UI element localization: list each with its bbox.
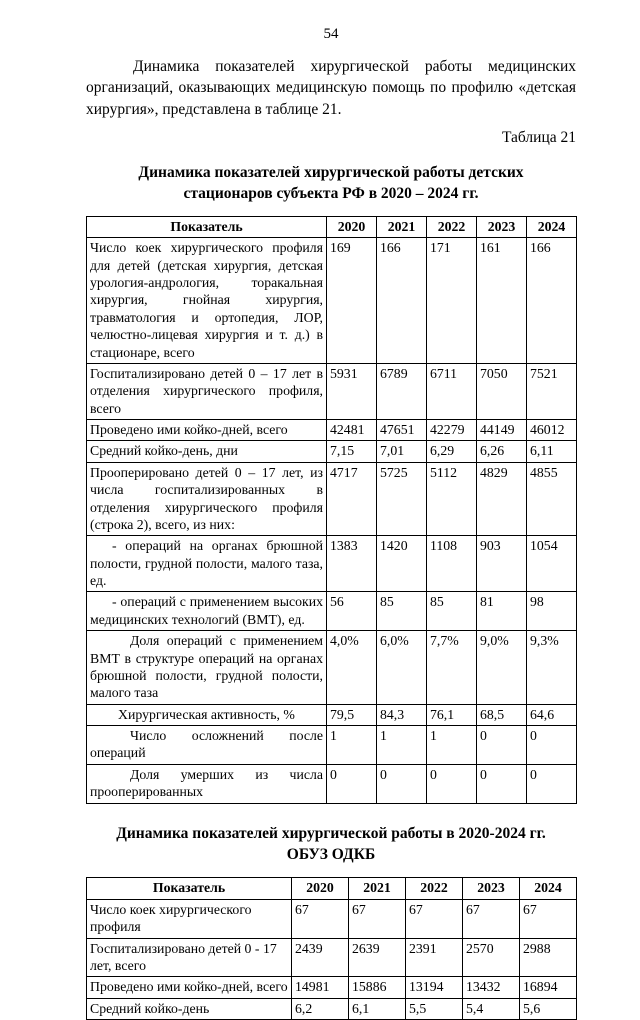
column-header-indicator: Показатель bbox=[87, 878, 292, 899]
intro-paragraph: Динамика показателей хирургической работы медицинских организаций, оказывающих медицинскую помощь по профилю «детская хирургия», представлена в таблице 21. bbox=[86, 58, 576, 118]
cell-value: 5931 bbox=[327, 363, 377, 419]
cell-value: 166 bbox=[377, 238, 427, 364]
table-row bbox=[87, 726, 577, 765]
cell-value: 6711 bbox=[427, 363, 477, 419]
cell-value: 2639 bbox=[349, 938, 406, 977]
column-header-year: 2022 bbox=[427, 216, 477, 237]
row-label: Хирургическая активность, % bbox=[87, 704, 327, 725]
table-row bbox=[87, 363, 577, 419]
table2-title-line2: ОБУЗ ОДКБ bbox=[286, 845, 376, 863]
column-header-year: 2022 bbox=[406, 878, 463, 899]
cell-value: 4855 bbox=[527, 462, 577, 536]
table-row bbox=[87, 704, 577, 725]
cell-value: 5,5 bbox=[406, 998, 463, 1019]
table-row bbox=[87, 977, 577, 998]
cell-value: 7521 bbox=[527, 363, 577, 419]
row-label: Доля умерших из числа прооперированных bbox=[87, 764, 327, 803]
row-label: - операций с применением высоких медицинских технологий (ВМТ), ед. bbox=[87, 592, 327, 631]
cell-value: 7,01 bbox=[377, 441, 427, 462]
column-header-year: 2024 bbox=[520, 878, 577, 899]
cell-value: 2439 bbox=[292, 938, 349, 977]
cell-value: 7050 bbox=[477, 363, 527, 419]
cell-value: 1 bbox=[377, 726, 427, 765]
column-header-year: 2021 bbox=[349, 878, 406, 899]
table-obuz-odkb bbox=[86, 877, 577, 1020]
cell-value: 46012 bbox=[527, 420, 577, 441]
cell-value: 16894 bbox=[520, 977, 577, 998]
cell-value: 7,15 bbox=[327, 441, 377, 462]
cell-value: 0 bbox=[477, 764, 527, 803]
cell-value: 0 bbox=[327, 764, 377, 803]
cell-value: 98 bbox=[527, 592, 577, 631]
row-label: Проведено ими койко-дней, всего bbox=[87, 977, 292, 998]
cell-value: 67 bbox=[292, 899, 349, 938]
column-header-indicator: Показатель bbox=[87, 216, 327, 237]
cell-value: 0 bbox=[377, 764, 427, 803]
table-row bbox=[87, 441, 577, 462]
row-label: Средний койко-день, дни bbox=[87, 441, 327, 462]
table-row bbox=[87, 592, 577, 631]
cell-value: 84,3 bbox=[377, 704, 427, 725]
cell-value: 5,4 bbox=[463, 998, 520, 1019]
table-row bbox=[87, 938, 577, 977]
cell-value: 1054 bbox=[527, 536, 577, 592]
column-header-year: 2024 bbox=[527, 216, 577, 237]
table1-title: Динамика показателей хирургической работы детских стационаров субъекта РФ в 2020 – 2024 гг. bbox=[138, 164, 524, 203]
column-header-year: 2020 bbox=[327, 216, 377, 237]
cell-value: 85 bbox=[377, 592, 427, 631]
cell-value: 1383 bbox=[327, 536, 377, 592]
cell-value: 6,26 bbox=[477, 441, 527, 462]
cell-value: 6,29 bbox=[427, 441, 477, 462]
table-row bbox=[87, 631, 577, 705]
cell-value: 85 bbox=[427, 592, 477, 631]
row-label: Доля операций с применением ВМТ в структуре операций на органах брюшной полости, грудной полости, малого таза bbox=[87, 631, 327, 705]
cell-value: 1108 bbox=[427, 536, 477, 592]
column-header-year: 2020 bbox=[292, 878, 349, 899]
row-label: - операций на органах брюшной полости, грудной полости, малого таза, ед. bbox=[87, 536, 327, 592]
table-row bbox=[87, 462, 577, 536]
table-row bbox=[87, 536, 577, 592]
cell-value: 68,5 bbox=[477, 704, 527, 725]
cell-value: 4829 bbox=[477, 462, 527, 536]
table-row bbox=[87, 998, 577, 1019]
cell-value: 2391 bbox=[406, 938, 463, 977]
cell-value: 5,6 bbox=[520, 998, 577, 1019]
cell-value: 6,1 bbox=[349, 998, 406, 1019]
cell-value: 0 bbox=[477, 726, 527, 765]
cell-value: 7,7% bbox=[427, 631, 477, 705]
cell-value: 81 bbox=[477, 592, 527, 631]
cell-value: 67 bbox=[349, 899, 406, 938]
table-row bbox=[87, 420, 577, 441]
cell-value: 13194 bbox=[406, 977, 463, 998]
row-label: Число коек хирургического профиля для детей (детская хирургия, детская урология-андрология, торакальная хирургия, гнойная хирургия, травматология и ортопедия, ЛОР, челюстно-лицевая хирургия и т. д.) в стационаре, всего bbox=[87, 238, 327, 364]
column-header-year: 2021 bbox=[377, 216, 427, 237]
cell-value: 44149 bbox=[477, 420, 527, 441]
row-label: Средний койко-день bbox=[87, 998, 292, 1019]
cell-value: 67 bbox=[406, 899, 463, 938]
table-caption: Таблица 21 bbox=[501, 129, 576, 147]
cell-value: 6789 bbox=[377, 363, 427, 419]
cell-value: 1 bbox=[327, 726, 377, 765]
cell-value: 171 bbox=[427, 238, 477, 364]
cell-value: 903 bbox=[477, 536, 527, 592]
cell-value: 14981 bbox=[292, 977, 349, 998]
cell-value: 1 bbox=[427, 726, 477, 765]
cell-value: 13432 bbox=[463, 977, 520, 998]
table-header-row bbox=[87, 878, 577, 899]
row-label: Число коек хирургического профиля bbox=[87, 899, 292, 938]
cell-value: 56 bbox=[327, 592, 377, 631]
cell-value: 67 bbox=[520, 899, 577, 938]
cell-value: 2570 bbox=[463, 938, 520, 977]
cell-value: 9,0% bbox=[477, 631, 527, 705]
cell-value: 6,2 bbox=[292, 998, 349, 1019]
page-number: 54 bbox=[323, 26, 339, 42]
cell-value: 4717 bbox=[327, 462, 377, 536]
table-row bbox=[87, 899, 577, 938]
cell-value: 6,11 bbox=[527, 441, 577, 462]
cell-value: 76,1 bbox=[427, 704, 477, 725]
cell-value: 161 bbox=[477, 238, 527, 364]
table-row bbox=[87, 764, 577, 803]
cell-value: 169 bbox=[327, 238, 377, 364]
cell-value: 0 bbox=[527, 726, 577, 765]
cell-value: 64,6 bbox=[527, 704, 577, 725]
table-header-row bbox=[87, 216, 577, 237]
cell-value: 1420 bbox=[377, 536, 427, 592]
table-row bbox=[87, 238, 577, 364]
cell-value: 2988 bbox=[520, 938, 577, 977]
cell-value: 6,0% bbox=[377, 631, 427, 705]
table2-title bbox=[86, 824, 576, 866]
cell-value: 67 bbox=[463, 899, 520, 938]
cell-value: 79,5 bbox=[327, 704, 377, 725]
cell-value: 42481 bbox=[327, 420, 377, 441]
column-header-year: 2023 bbox=[477, 216, 527, 237]
row-label: Проведено ими койко-дней, всего bbox=[87, 420, 327, 441]
cell-value: 9,3% bbox=[527, 631, 577, 705]
table2-title-line1: Динамика показателей хирургической работы в 2020-2024 гг. bbox=[116, 824, 546, 842]
cell-value: 42279 bbox=[427, 420, 477, 441]
cell-value: 5112 bbox=[427, 462, 477, 536]
cell-value: 4,0% bbox=[327, 631, 377, 705]
table-regional-indicators bbox=[86, 216, 577, 804]
cell-value: 166 bbox=[527, 238, 577, 364]
row-label: Число осложнений после операций bbox=[87, 726, 327, 765]
row-label: Госпитализировано детей 0 - 17 лет, всего bbox=[87, 938, 292, 977]
cell-value: 5725 bbox=[377, 462, 427, 536]
cell-value: 15886 bbox=[349, 977, 406, 998]
cell-value: 0 bbox=[427, 764, 477, 803]
row-label: Госпитализировано детей 0 – 17 лет в отделения хирургического профиля, всего bbox=[87, 363, 327, 419]
cell-value: 0 bbox=[527, 764, 577, 803]
cell-value: 47651 bbox=[377, 420, 427, 441]
column-header-year: 2023 bbox=[463, 878, 520, 899]
row-label: Прооперировано детей 0 – 17 лет, из числа госпитализированных в отделения хирургического профиля (строка 2), всего, из них: bbox=[87, 462, 327, 536]
